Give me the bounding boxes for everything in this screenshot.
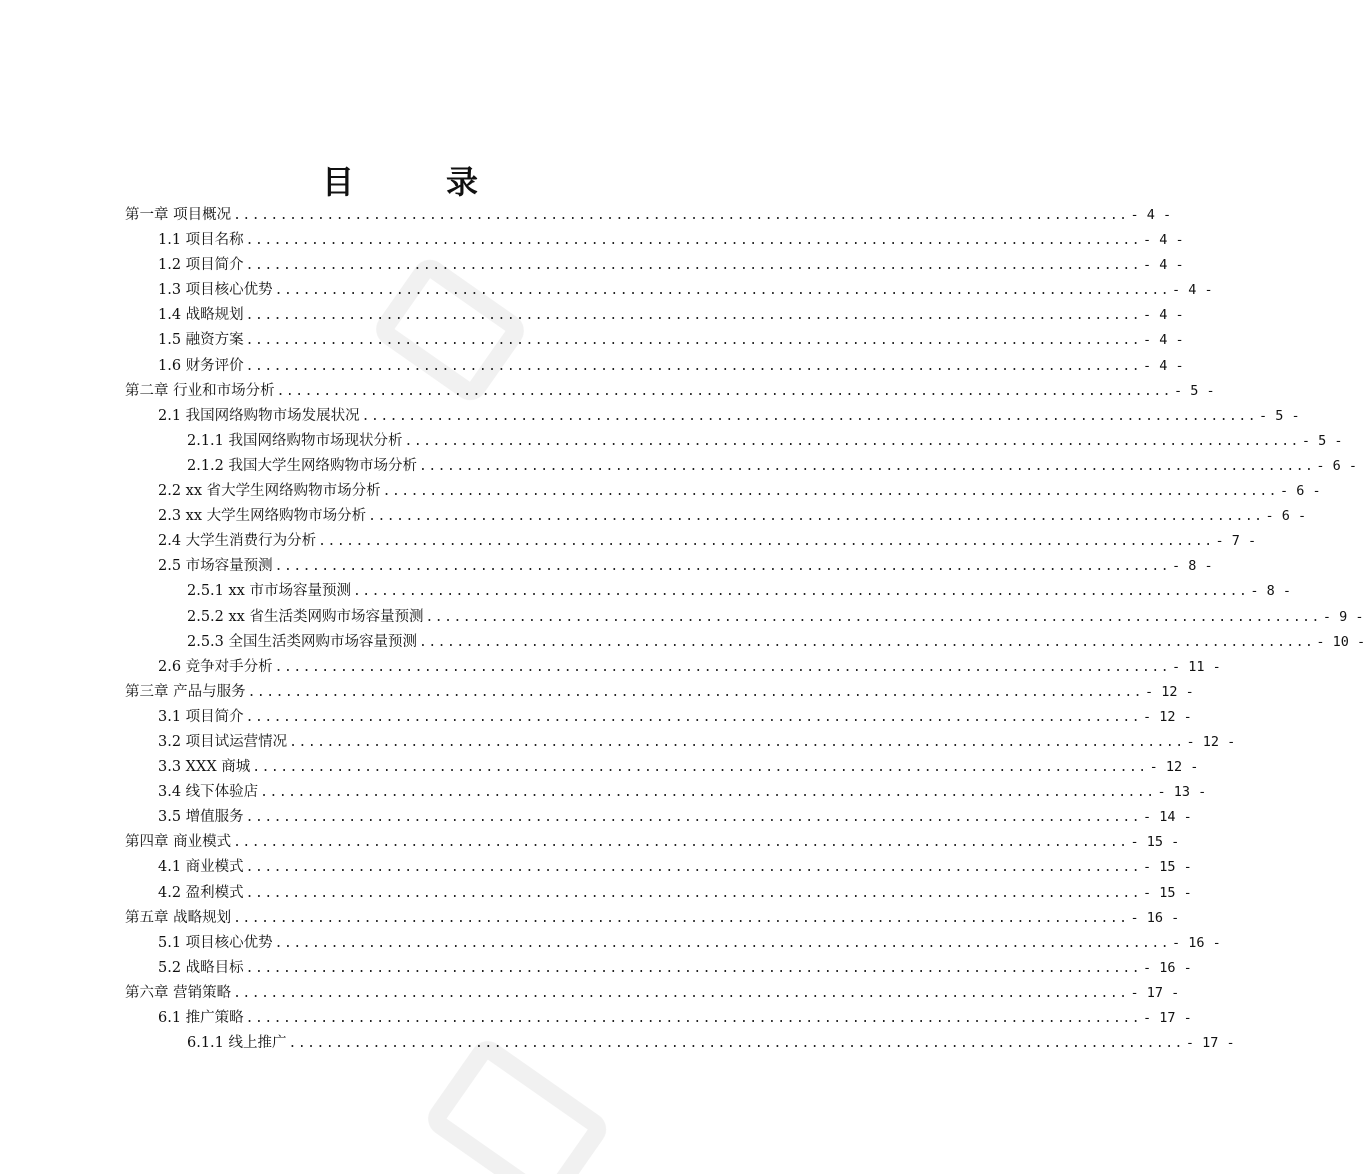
toc-entry-page: - 17 -	[1143, 1010, 1192, 1026]
toc-entry-label: 2.3 xx 大学生网络购物市场分析	[158, 508, 367, 525]
toc-entry[interactable]	[125, 1031, 1235, 1056]
toc-dot-leader: ................................................................................................	[233, 910, 1129, 926]
toc-entry-label: 1.3 项目核心优势	[158, 282, 273, 299]
toc-entry-label: 1.6 财务评价	[158, 357, 244, 374]
toc-entry-page: - 4 -	[1143, 307, 1184, 324]
table-of-contents	[125, 203, 1365, 1056]
toc-entry-label: 3.4 线下体验店	[158, 784, 259, 801]
toc-entry-page: - 17 -	[1185, 1035, 1235, 1052]
toc-entry-label: 第二章 行业和市场分析	[125, 382, 275, 399]
toc-entry-page: - 12 -	[1186, 733, 1236, 750]
toc-entry-label: 第三章 产品与服务	[125, 683, 246, 700]
toc-dot-leader: ................................................................................................	[245, 960, 1142, 976]
toc-dot-leader: ................................................................................................	[247, 684, 1143, 700]
toc-dot-leader: ................................................................................................	[368, 509, 1264, 525]
toc-entry[interactable]	[125, 579, 1291, 604]
toc-entry[interactable]	[125, 404, 1300, 429]
toc-entry[interactable]	[125, 680, 1194, 705]
toc-entry[interactable]	[125, 981, 1180, 1006]
toc-entry[interactable]	[125, 906, 1180, 931]
toc-entry-label: 2.1 我国网络购物市场发展状况	[158, 407, 360, 424]
toc-dot-leader: ................................................................................................	[425, 609, 1321, 625]
toc-entry-page: - 12 -	[1149, 759, 1199, 776]
toc-entry[interactable]	[125, 529, 1257, 554]
toc-entry[interactable]	[125, 855, 1192, 880]
toc-dot-leader: ................................................................................................	[352, 584, 1249, 600]
toc-entry[interactable]	[125, 780, 1207, 805]
toc-entry[interactable]	[125, 454, 1358, 479]
toc-entry[interactable]	[125, 253, 1184, 278]
toc-entry[interactable]	[125, 956, 1192, 981]
toc-entry[interactable]	[125, 303, 1184, 328]
toc-entry-page: - 5 -	[1173, 382, 1215, 399]
toc-entry[interactable]	[125, 830, 1180, 855]
toc-entry-page: - 6 -	[1316, 457, 1358, 474]
toc-dot-leader: ................................................................................................	[245, 1011, 1142, 1026]
toc-entry-label: 第五章 战略规划	[125, 909, 232, 926]
toc-dot-leader: ................................................................................................	[274, 935, 1171, 951]
toc-entry[interactable]	[125, 705, 1192, 730]
toc-dot-leader: ................................................................................................	[274, 283, 1171, 299]
toc-entry-page: - 17 -	[1130, 984, 1180, 1001]
toc-entry-label: 2.5 市场容量预测	[158, 558, 273, 575]
toc-entry-page: - 4 -	[1143, 232, 1184, 249]
toc-entry-label: 6.1 推广策略	[158, 1010, 244, 1026]
toc-entry-label: 2.5.3 全国生活类网购市场容量预测	[187, 633, 418, 650]
toc-entry-page: - 6 -	[1280, 483, 1321, 500]
toc-entry-page: - 15 -	[1143, 859, 1192, 876]
toc-entry-page: - 16 -	[1130, 909, 1180, 926]
toc-entry-page: - 11 -	[1172, 658, 1221, 675]
toc-entry-label: 1.2 项目简介	[158, 257, 244, 274]
toc-entry-label: 6.1.1 线上推广	[187, 1035, 287, 1052]
toc-dot-leader: ................................................................................................	[361, 408, 1258, 424]
toc-entry[interactable]	[125, 931, 1221, 956]
toc-dot-leader: ................................................................................................	[419, 634, 1315, 650]
toc-entry[interactable]	[125, 479, 1321, 504]
toc-entry-label: 2.1.1 我国网络购物市场现状分析	[187, 432, 403, 449]
toc-entry-page: - 4 -	[1172, 282, 1213, 299]
toc-dot-leader: ................................................................................................	[245, 810, 1142, 826]
toc-entry-page: - 9 -	[1322, 608, 1364, 625]
toc-entry-page: - 4 -	[1143, 332, 1184, 349]
toc-dot-leader: ................................................................................................	[318, 534, 1214, 550]
toc-entry-page: - 4 -	[1130, 207, 1172, 223]
toc-entry[interactable]	[125, 504, 1307, 529]
toc-dot-leader: ................................................................................................	[276, 383, 1172, 399]
toc-entry-page: - 10 -	[1316, 633, 1365, 650]
toc-dot-leader: ................................................................................................	[245, 860, 1142, 876]
toc-entry-label: 第六章 营销策略	[125, 984, 232, 1001]
toc-entry[interactable]	[125, 605, 1364, 630]
toc-entry-label: 2.5.2 xx 省生活类网购市场容量预测	[187, 608, 424, 625]
toc-entry[interactable]	[125, 354, 1184, 379]
toc-dot-leader: ................................................................................................	[245, 258, 1142, 274]
toc-entry-page: - 8 -	[1172, 558, 1213, 575]
toc-entry[interactable]	[125, 203, 1172, 228]
toc-entry-page: - 8 -	[1250, 583, 1291, 600]
toc-entry-page: - 15 -	[1143, 884, 1192, 901]
toc-entry-label: 5.2 战略目标	[158, 959, 244, 976]
toc-dot-leader: ................................................................................................	[245, 358, 1142, 374]
toc-dot-leader: ................................................................................................	[404, 433, 1300, 449]
toc-entry-page: - 12 -	[1144, 683, 1194, 700]
toc-entry-label: 3.1 项目简介	[158, 708, 244, 725]
toc-entry-page: - 12 -	[1143, 708, 1192, 725]
toc-entry-page: - 5 -	[1259, 407, 1300, 424]
toc-dot-leader: ................................................................................................	[419, 458, 1315, 474]
toc-entry-label: 4.2 盈利模式	[158, 884, 244, 901]
toc-entry-page: - 16 -	[1172, 934, 1221, 951]
toc-entry-label: 3.3 XXX 商城	[158, 759, 251, 776]
toc-dot-leader: ................................................................................................	[382, 484, 1278, 500]
toc-dot-leader: ................................................................................................	[233, 985, 1129, 1001]
toc-entry[interactable]	[125, 278, 1213, 303]
toc-entry-label: 3.2 项目试运营情况	[158, 733, 288, 750]
toc-entry-label: 2.2 xx 省大学生网络购物市场分析	[158, 483, 381, 500]
toc-entry-page: - 6 -	[1265, 508, 1307, 525]
toc-entry-page: - 4 -	[1143, 357, 1184, 374]
toc-entry-label: 2.4 大学生消费行为分析	[158, 533, 317, 550]
toc-dot-leader: ................................................................................................	[233, 835, 1129, 851]
toc-dot-leader: ................................................................................................	[274, 559, 1171, 575]
toc-entry[interactable]	[125, 881, 1192, 906]
toc-dot-leader: ................................................................................................	[245, 885, 1142, 901]
toc-dot-leader: ................................................................................................	[252, 760, 1148, 776]
toc-entry-page: - 14 -	[1143, 809, 1192, 826]
toc-entry-label: 1.5 融资方案	[158, 332, 244, 349]
toc-entry-label: 2.5.1 xx 市市场容量预测	[187, 583, 351, 600]
toc-entry[interactable]	[125, 655, 1221, 680]
toc-dot-leader: ................................................................................................	[245, 233, 1142, 249]
toc-entry[interactable]	[125, 805, 1192, 830]
toc-entry-page: - 7 -	[1215, 533, 1257, 550]
toc-entry-label: 4.1 商业模式	[158, 859, 244, 876]
toc-entry-page: - 5 -	[1301, 432, 1343, 449]
toc-title: 目 录	[321, 163, 508, 201]
toc-entry-label: 2.6 竞争对手分析	[158, 658, 273, 675]
toc-entry-page: - 15 -	[1130, 834, 1180, 851]
toc-entry[interactable]	[125, 554, 1213, 579]
toc-entry-label: 1.1 项目名称	[158, 232, 244, 249]
toc-entry[interactable]	[125, 228, 1184, 253]
toc-entry[interactable]	[125, 379, 1215, 404]
toc-entry[interactable]	[125, 328, 1184, 353]
toc-dot-leader: ................................................................................................	[245, 709, 1142, 725]
toc-entry[interactable]	[125, 730, 1236, 755]
toc-dot-leader: ................................................................................................	[245, 308, 1142, 324]
toc-entry[interactable]	[125, 630, 1365, 655]
toc-entry-label: 5.1 项目核心优势	[158, 934, 273, 951]
toc-entry-label: 第四章 商业模式	[125, 834, 232, 851]
toc-dot-leader: ................................................................................................	[274, 659, 1171, 675]
toc-entry[interactable]	[125, 1006, 1192, 1031]
toc-entry-label: 第一章 项目概况	[125, 207, 232, 223]
toc-entry-label: 2.1.2 我国大学生网络购物市场分析	[187, 457, 418, 474]
toc-entry[interactable]	[125, 429, 1343, 454]
toc-dot-leader: ................................................................................................	[233, 208, 1129, 223]
toc-entry-label: 3.5 增值服务	[158, 809, 244, 826]
toc-entry-page: - 4 -	[1143, 257, 1184, 274]
toc-entry[interactable]	[125, 755, 1199, 780]
toc-dot-leader: ................................................................................................	[260, 785, 1156, 801]
toc-entry-page: - 16 -	[1143, 959, 1192, 976]
toc-entry-label: 1.4 战略规划	[158, 307, 244, 324]
toc-dot-leader: ................................................................................................	[289, 734, 1185, 750]
toc-entry-page: - 13 -	[1157, 784, 1207, 801]
toc-dot-leader: ................................................................................................	[288, 1036, 1184, 1052]
toc-dot-leader: ................................................................................................	[245, 333, 1142, 349]
